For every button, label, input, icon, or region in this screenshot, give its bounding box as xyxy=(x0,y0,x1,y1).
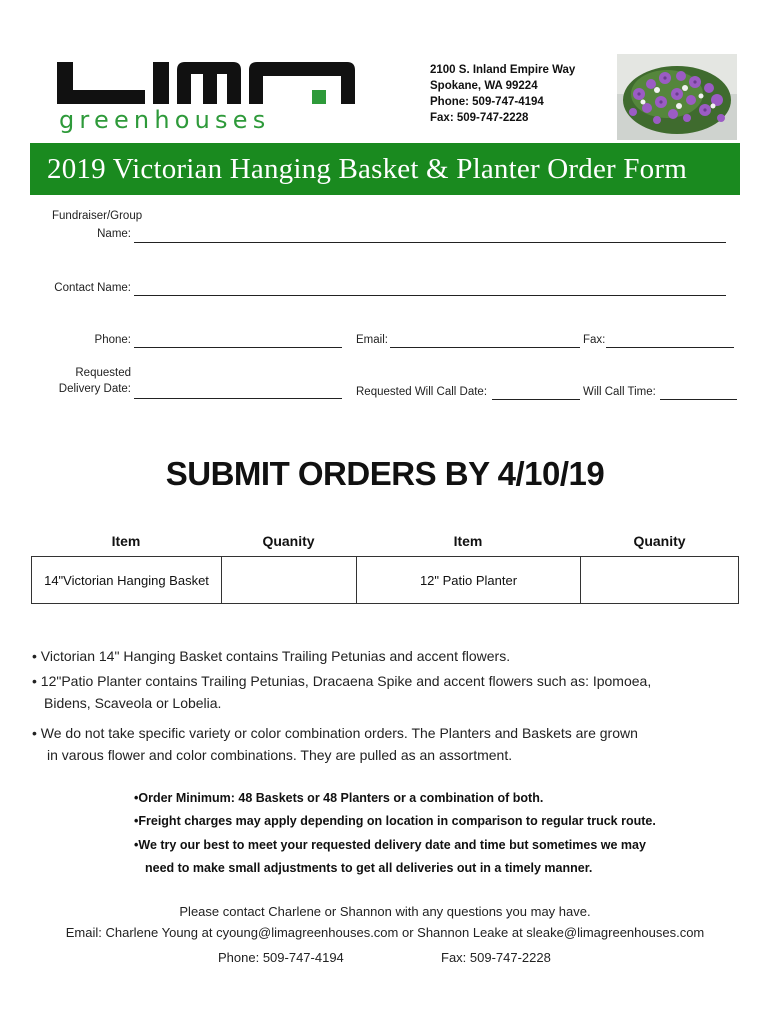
note-order-minimum: •Order Minimum: 48 Baskets or 48 Planters or a combination of both. xyxy=(134,791,544,805)
table-header-quantity-1: Quanity xyxy=(262,533,315,549)
willcall-date-field[interactable] xyxy=(492,399,580,400)
company-logo xyxy=(57,56,362,136)
contact-emails: Email: Charlene Young at cyoung@limagreenhouses.com or Shannon Leake at sleake@limagreenhouses.com xyxy=(65,925,705,940)
order-table xyxy=(31,556,739,604)
group-name-field[interactable] xyxy=(134,242,726,243)
fax-field[interactable] xyxy=(606,347,734,348)
logo-subtext: greenhouses xyxy=(59,106,271,134)
note-freight-charges: •Freight charges may apply depending on location in comparison to regular truck route. xyxy=(134,814,656,828)
bullet-assortment-line1: • We do not take specific variety or color combination orders. The Planters and Baskets are grown xyxy=(32,725,638,741)
patio-planter-item: 12" Patio Planter xyxy=(419,572,518,588)
table-header-quantity-2: Quanity xyxy=(633,533,686,549)
fax-label: Fax: xyxy=(583,334,606,346)
table-header-item-1: Item xyxy=(111,533,141,549)
email-label: Email: xyxy=(356,334,388,346)
email-field[interactable] xyxy=(390,347,580,348)
hanging-basket-item: 14"Victorian Hanging Basket xyxy=(44,572,209,588)
address-fax: Fax: 509-747-2228 xyxy=(430,112,529,124)
bullet-patio-planter-line2: Bidens, Scaveola or Lobelia. xyxy=(44,695,222,711)
address-street: 2100 S. Inland Empire Way xyxy=(430,64,576,76)
phone-label: Phone: xyxy=(94,334,131,346)
contact-fax: Fax: 509-747-2228 xyxy=(441,950,551,965)
patio-planter-quantity-field[interactable] xyxy=(581,557,738,603)
willcall-time-label: Will Call Time: xyxy=(583,386,656,398)
contact-name-field[interactable] xyxy=(134,295,726,296)
delivery-date-field[interactable] xyxy=(134,398,342,399)
address-phone: Phone: 509-747-4194 xyxy=(430,96,544,108)
lima-logo-graphic xyxy=(57,56,362,136)
phone-field[interactable] xyxy=(134,347,342,348)
contact-intro: Please contact Charlene or Shannon with any questions you may have. xyxy=(179,904,591,919)
table-cell-hanging-basket xyxy=(32,557,222,603)
hanging-basket-quantity-field[interactable] xyxy=(222,557,357,603)
table-header-item-2: Item xyxy=(453,533,483,549)
willcall-time-field[interactable] xyxy=(660,399,737,400)
willcall-date-label: Requested Will Call Date: xyxy=(356,386,488,398)
hanging-basket-photo xyxy=(617,54,737,140)
bullet-assortment-line2: in varous flower and color combinations. They are pulled as an assortment. xyxy=(47,747,513,763)
delivery-label-line1: Requested xyxy=(75,367,131,379)
contact-name-label: Contact Name: xyxy=(54,282,131,294)
address-city: Spokane, WA 99224 xyxy=(430,80,538,92)
note-delivery-line2: need to make small adjustments to get all deliveries out in a timely manner. xyxy=(145,861,593,875)
note-delivery-line1: •We try our best to meet your requested delivery date and time but sometimes we may xyxy=(134,838,646,852)
delivery-label-line2: Delivery Date: xyxy=(58,383,131,395)
form-title: 2019 Victorian Hanging Basket & Planter Order Form xyxy=(47,152,687,185)
table-cell-patio-planter xyxy=(357,557,581,603)
address-block xyxy=(430,62,575,126)
bullet-hanging-basket: • Victorian 14" Hanging Basket contains Trailing Petunias and accent flowers. xyxy=(32,648,511,664)
group-label-line1: Fundraiser/Group xyxy=(52,210,143,222)
group-label-line2: Name: xyxy=(97,228,131,240)
contact-phone: Phone: 509-747-4194 xyxy=(218,950,344,965)
bullet-patio-planter-line1: • 12"Patio Planter contains Trailing Petunias, Dracaena Spike and accent flowers such as: Ipomoea, xyxy=(32,673,652,689)
submit-deadline-heading: SUBMIT ORDERS BY 4/10/19 xyxy=(165,455,605,492)
form-title-bar xyxy=(30,143,740,195)
